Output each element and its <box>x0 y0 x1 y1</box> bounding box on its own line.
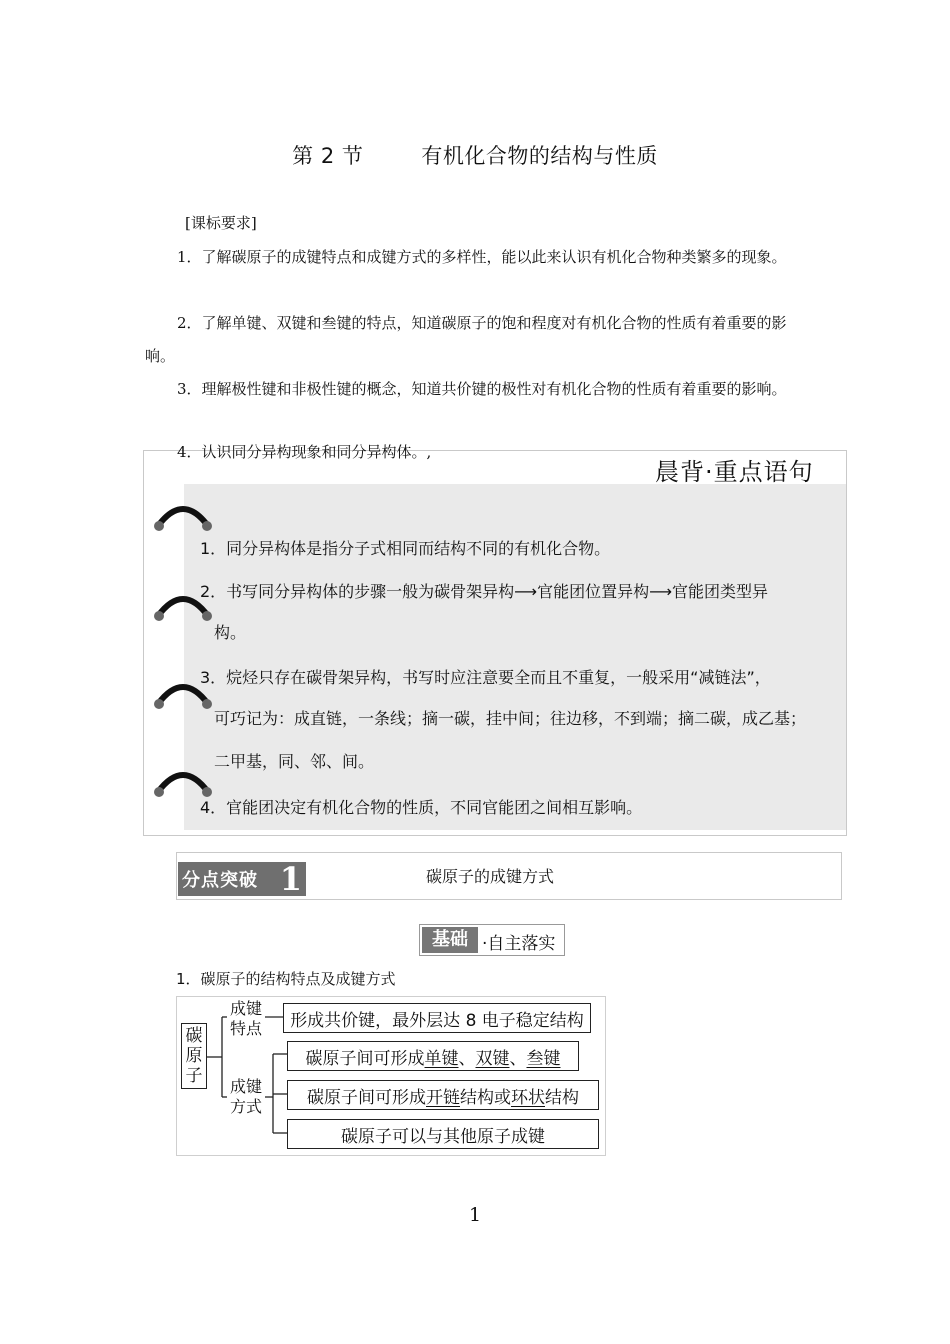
bonding-diagram <box>176 996 606 1156</box>
page-title <box>0 140 950 170</box>
summary-line: 3．烷烃只存在碳骨架异构，书写时应注意要全而且不重复，一般采用“减链法”， <box>200 668 771 687</box>
binder-ring-icon <box>153 766 213 800</box>
basics-tag <box>419 924 565 956</box>
requirement-item: 1．了解碳原子的成键特点和成键方式的多样性，能以此来认识有机化合物种类繁多的现象。 <box>177 248 787 266</box>
requirement-item: 2．了解单键、双键和叁键的特点，知道碳原子的饱和程度对有机化合物的性质有着重要的影响。 <box>145 314 787 365</box>
summary-line: 二甲基，同、邻、间。 <box>214 752 375 771</box>
section-tag <box>178 862 306 896</box>
subheading: 1．碳原子的结构特点及成键方式 <box>176 970 396 988</box>
section-tag-label: 分点突破 <box>182 870 258 891</box>
summary-heading: 晨背·重点语句 <box>655 458 814 486</box>
diagram-branch-modes: 成键方式 <box>229 1077 262 1116</box>
requirement-item: 4．认识同分异构现象和同分异构体。, <box>177 443 432 461</box>
summary-line: 1．同分异构体是指分子式相同而结构不同的有机化合物。 <box>200 539 611 558</box>
diagram-mode-box: 碳原子间可形成 单键 、 双键 、 叁键 <box>287 1041 579 1071</box>
diagram-mode-box: 碳原子间可形成 开链 结构或 环状 结构 <box>287 1080 599 1110</box>
summary-line: 2．书写同分异构体的步骤一般为碳骨架异构⟶官能团位置异构⟶官能团类型异 <box>200 582 769 601</box>
summary-line: 4．官能团决定有机化合物的性质，不同官能团之间相互影响。 <box>200 798 643 817</box>
diagram-feature-box: 形成共价键，最外层达 8 电子稳定结构 <box>283 1003 591 1033</box>
section-title: 碳原子的成键方式 <box>426 867 555 886</box>
section-tag-number: 1 <box>279 860 302 898</box>
summary-background <box>184 484 846 830</box>
summary-line: 构。 <box>214 623 247 642</box>
page-number: 1 <box>468 1204 482 1226</box>
basics-tag-bold: 基础 <box>422 927 478 953</box>
requirement-item: 3．理解极性键和非极性键的概念，知道共价键的极性对有机化合物的性质有着重要的影响。 <box>177 380 787 398</box>
binder-ring-icon <box>153 500 213 534</box>
basics-tag-rest: ·自主落实 <box>482 934 556 954</box>
section-name: 有机化合物的结构与性质 <box>421 144 658 168</box>
requirements-heading: [课标要求] <box>185 214 257 232</box>
summary-line: 可巧记为：成直链，一条线；摘一碳，挂中间；往边移，不到端；摘二碳，成乙基； <box>214 709 807 728</box>
section-number: 第 2 节 <box>292 144 364 168</box>
diagram-root: 碳原子 <box>181 1023 207 1089</box>
diagram-branch-features: 成键特点 <box>229 999 262 1038</box>
diagram-mode-box: 碳原子可以与其他原子成键 <box>287 1119 599 1149</box>
